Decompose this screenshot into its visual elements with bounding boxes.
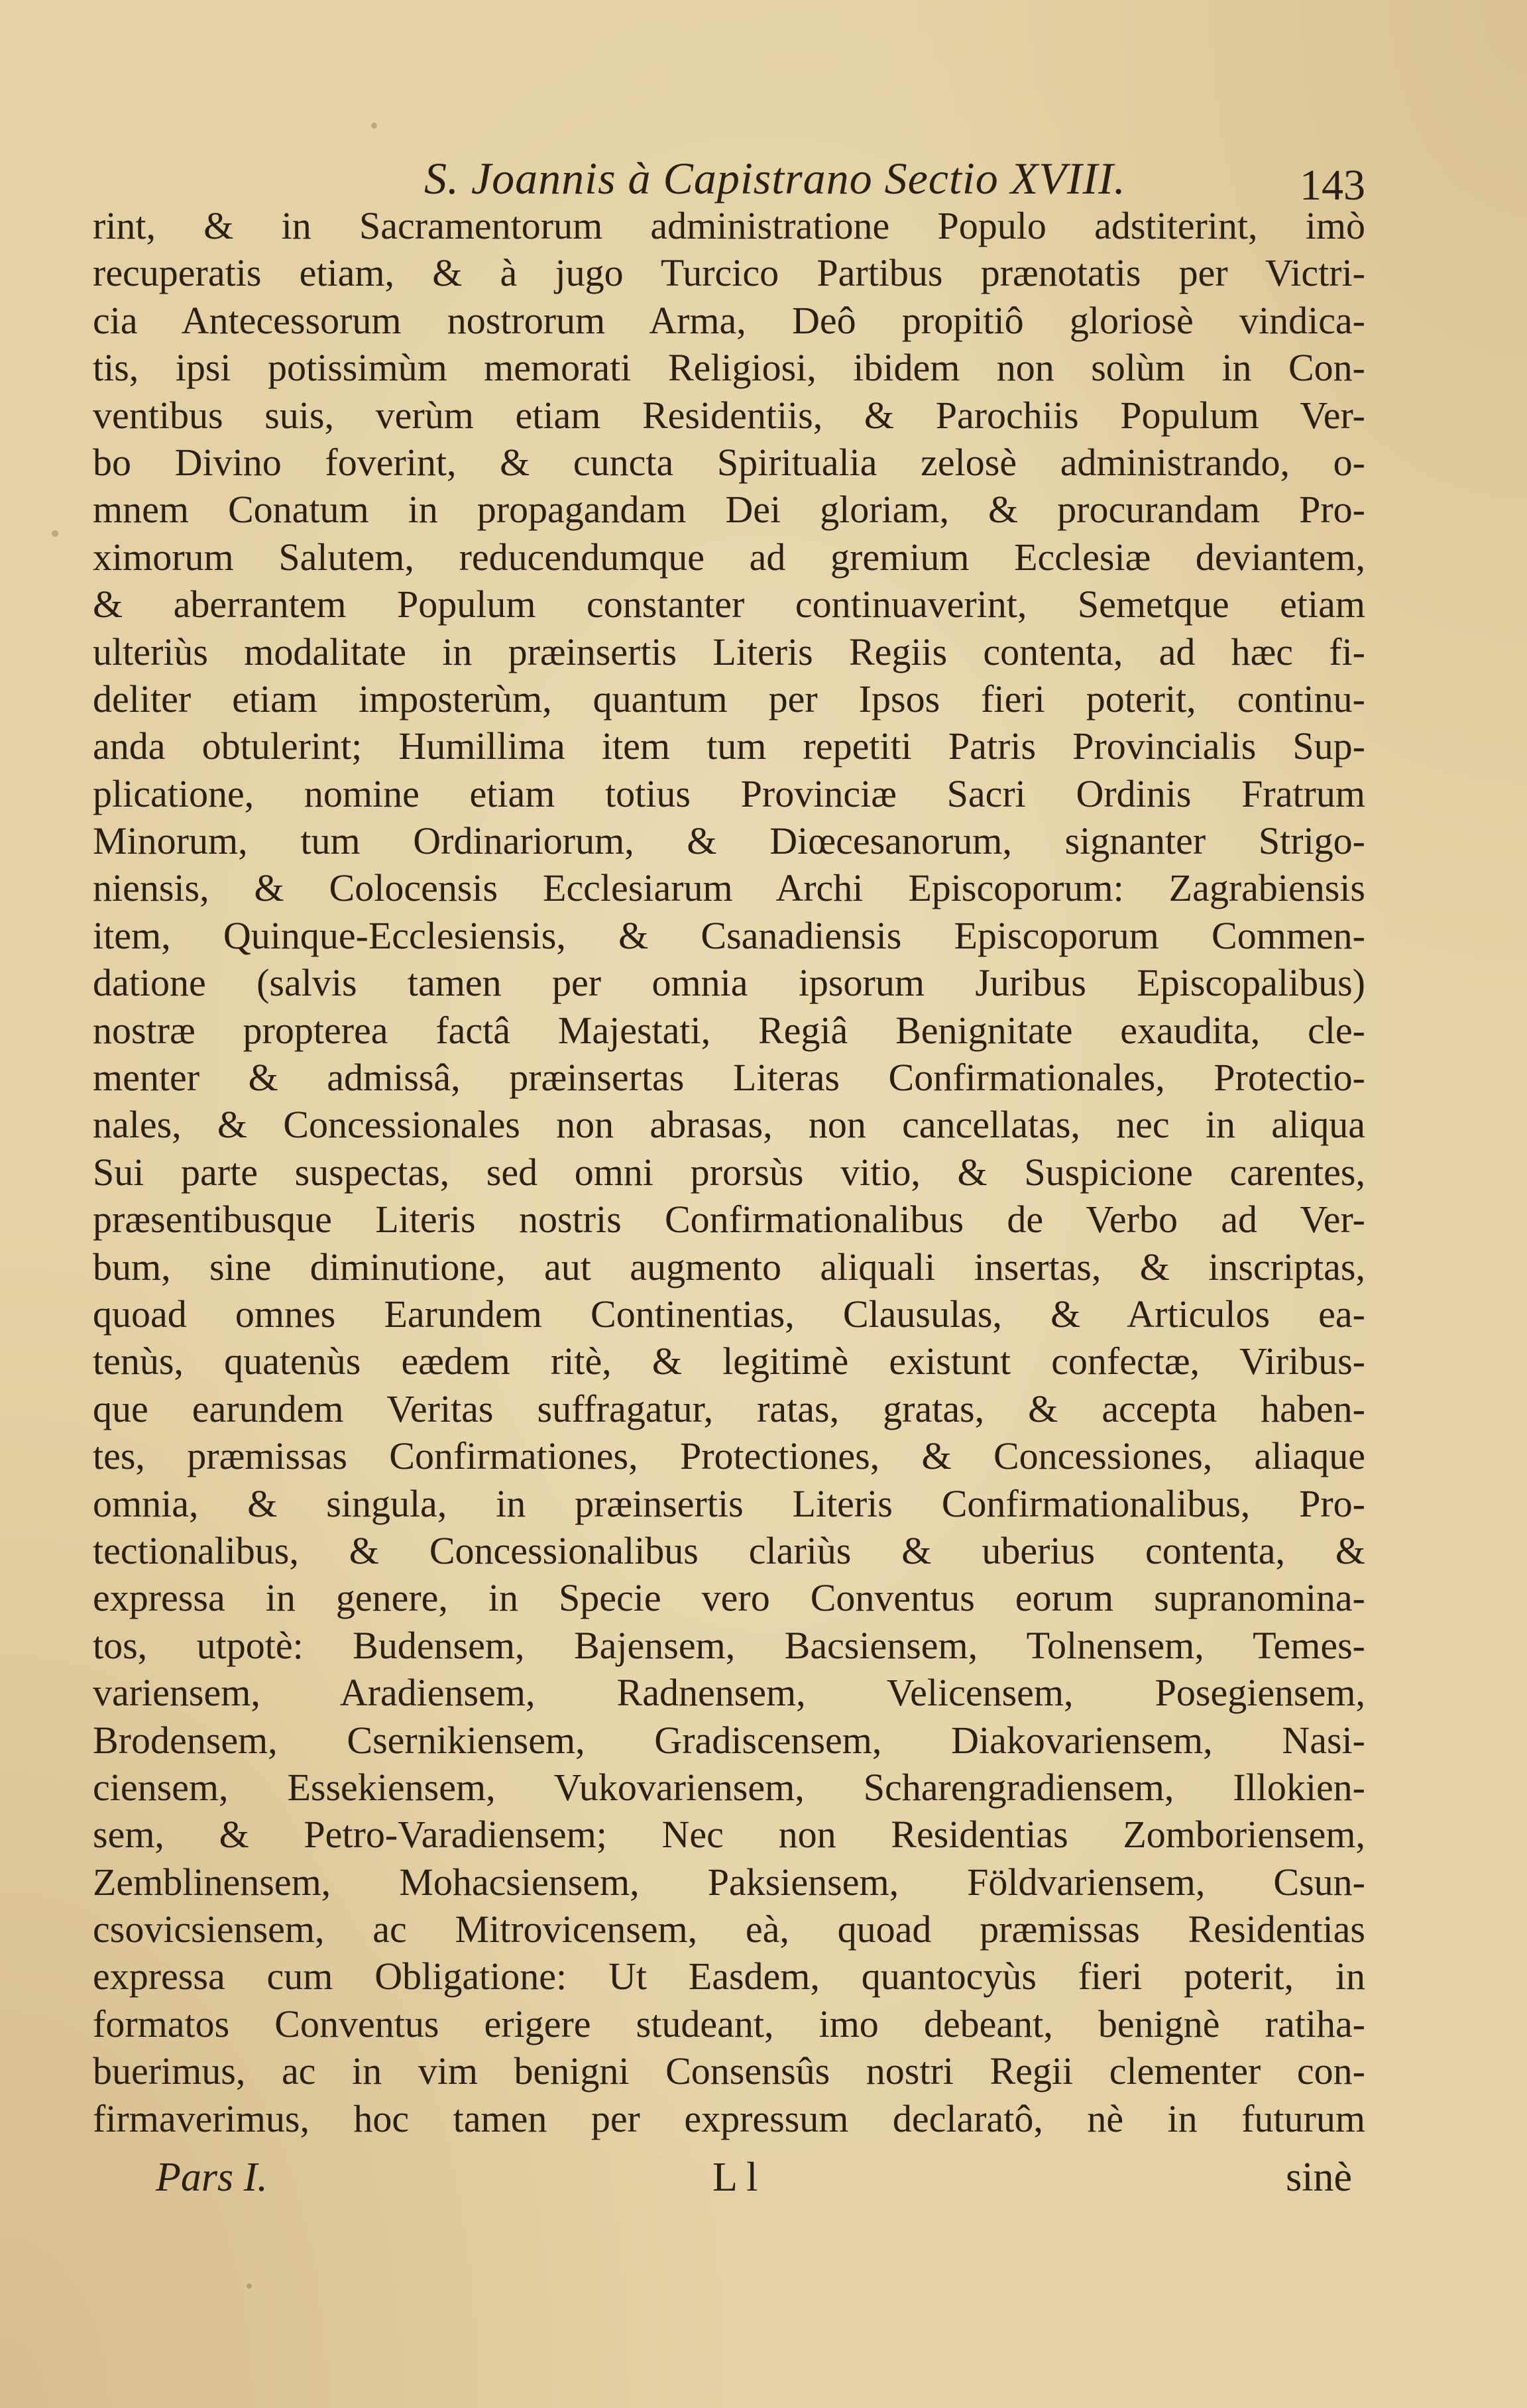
text-line: tis, ipsi potissimùm memorati Religiosi, ibidem non solùm in Con- — [93, 346, 1365, 390]
foxing-spot — [371, 123, 377, 129]
catchword: sinè — [1286, 2155, 1352, 2200]
text-line: & aberrantem Populum constanter continuaverint, Semetque etiam — [93, 583, 1365, 626]
text-line: cia Antecessorum nostrorum Arma, Deô propitiô gloriosè vindica- — [93, 298, 1365, 342]
text-line: bum, sine diminutione, aut augmento aliquali insertas, & inscriptas, — [93, 1245, 1365, 1289]
text-line: anda obtulerint; Humillima item tum repetiti Patris Provincialis Sup- — [93, 724, 1365, 768]
text-line: præsentibusque Literis nostris Confirmationalibus de Verbo ad Ver- — [93, 1198, 1365, 1241]
page-footer — [93, 2154, 1365, 2207]
text-line: Brodensem, Csernikiensem, Gradiscensem, Diakovariensem, Nasi- — [93, 1718, 1365, 1762]
running-title: S. Joannis à Capistrano Sectio XVIII. — [424, 153, 1126, 203]
text-line: rint, & in Sacramentorum administratione Populo adstiterint, imò — [93, 204, 1365, 247]
text-line: ximorum Salutem, reducendumque ad gremium Ecclesiæ deviantem, — [93, 535, 1365, 579]
text-line: tectionalibus, & Concessionalibus clariùs & uberius contenta, & — [93, 1528, 1365, 1572]
text-line: formatos Conventus erigere studeant, imo debeant, benignè ratiha- — [93, 2002, 1365, 2045]
signature-mark: Pars I. — [156, 2155, 268, 2200]
text-line: que earundem Veritas suffragatur, ratas, gratas, & accepta haben- — [93, 1387, 1365, 1430]
text-line: expressa in genere, in Specie vero Conventus eorum supranomina- — [93, 1576, 1365, 1620]
text-line: tos, utpotè: Budensem, Bajensem, Bacsiensem, Tolnensem, Temes- — [93, 1623, 1365, 1667]
text-line: ventibus suis, verùm etiam Residentiis, & Parochiis Populum Ver- — [93, 393, 1365, 437]
text-line: menter & admissâ, præinsertas Literas Confirmationales, Protectio- — [93, 1056, 1365, 1100]
text-line: plicatione, nomine etiam totius Provinciæ Sacri Ordinis Fratrum — [93, 772, 1365, 815]
text-line: deliter etiam imposterùm, quantum per Ipsos fieri poterit, continu- — [93, 677, 1365, 720]
text-line: csovicsiensem, ac Mitrovicensem, eà, quoad præmissas Residentias — [93, 1908, 1365, 1951]
foxing-spot — [247, 2283, 252, 2289]
text-line: ciensem, Essekiensem, Vukovariensem, Scharengradiensem, Illokien- — [93, 1765, 1365, 1809]
text-line: tes, præmissas Confirmationes, Protectiones, & Concessiones, aliaque — [93, 1434, 1365, 1478]
text-line: omnia, & singula, in præinsertis Literis Confirmationalibus, Pro- — [93, 1481, 1365, 1525]
text-line: niensis, & Colocensis Ecclesiarum Archi Episcoporum: Zagrabiensis — [93, 866, 1365, 910]
text-line: nales, & Concessionales non abrasas, non cancellatas, nec in aliqua — [93, 1103, 1365, 1147]
gathering-mark: L l — [712, 2155, 758, 2200]
page-header — [93, 146, 1365, 209]
foxing-spot — [52, 530, 58, 537]
text-line: item, Quinque-Ecclesiensis, & Csanadiensis Episcoporum Commen- — [93, 913, 1365, 957]
text-line: Sui parte suspectas, sed omni prorsùs vitio, & Suspicione carentes, — [93, 1150, 1365, 1194]
text-line: mnem Conatum in propagandam Dei gloriam, & procurandam Pro- — [93, 488, 1365, 532]
page-number: 143 — [1300, 161, 1365, 209]
text-line: ulteriùs modalitate in præinsertis Literis Regiis contenta, ad hæc fi- — [93, 630, 1365, 673]
text-line: nostræ propterea factâ Majestati, Regiâ Benignitate exaudita, cle- — [93, 1008, 1365, 1052]
text-line: Minorum, tum Ordinariorum, & Diœcesanorum, signanter Strigo- — [93, 819, 1365, 863]
text-line: firmaverimus, hoc tamen per expressum declaratô, nè in futurum — [93, 2096, 1365, 2140]
text-line: tenùs, quatenùs eædem ritè, & legitimè existunt confectæ, Viribus- — [93, 1340, 1365, 1383]
text-line: datione (salvis tamen per omnia ipsorum Juribus Episcopalibus) — [93, 961, 1365, 1005]
text-line: buerimus, ac in vim benigni Consensûs nostri Regii clementer con- — [93, 2049, 1365, 2093]
text-line: recuperatis etiam, & à jugo Turcico Partibus prænotatis per Victri- — [93, 251, 1365, 295]
text-line: quoad omnes Earundem Continentias, Clausulas, & Articulos ea- — [93, 1292, 1365, 1336]
text-line: expressa cum Obligatione: Ut Easdem, quantocyùs fieri poterit, in — [93, 1955, 1365, 1998]
text-line: variensem, Aradiensem, Radnensem, Velicensem, Posegiensem, — [93, 1671, 1365, 1715]
text-line: Zemblinensem, Mohacsiensem, Paksiensem, Földvariensem, Csun- — [93, 1860, 1365, 1904]
body-text — [93, 202, 1365, 2142]
text-line: bo Divino foverint, & cuncta Spiritualia zelosè administrando, o- — [93, 440, 1365, 484]
text-line: sem, & Petro-Varadiensem; Nec non Residentias Zomboriensem, — [93, 1813, 1365, 1857]
